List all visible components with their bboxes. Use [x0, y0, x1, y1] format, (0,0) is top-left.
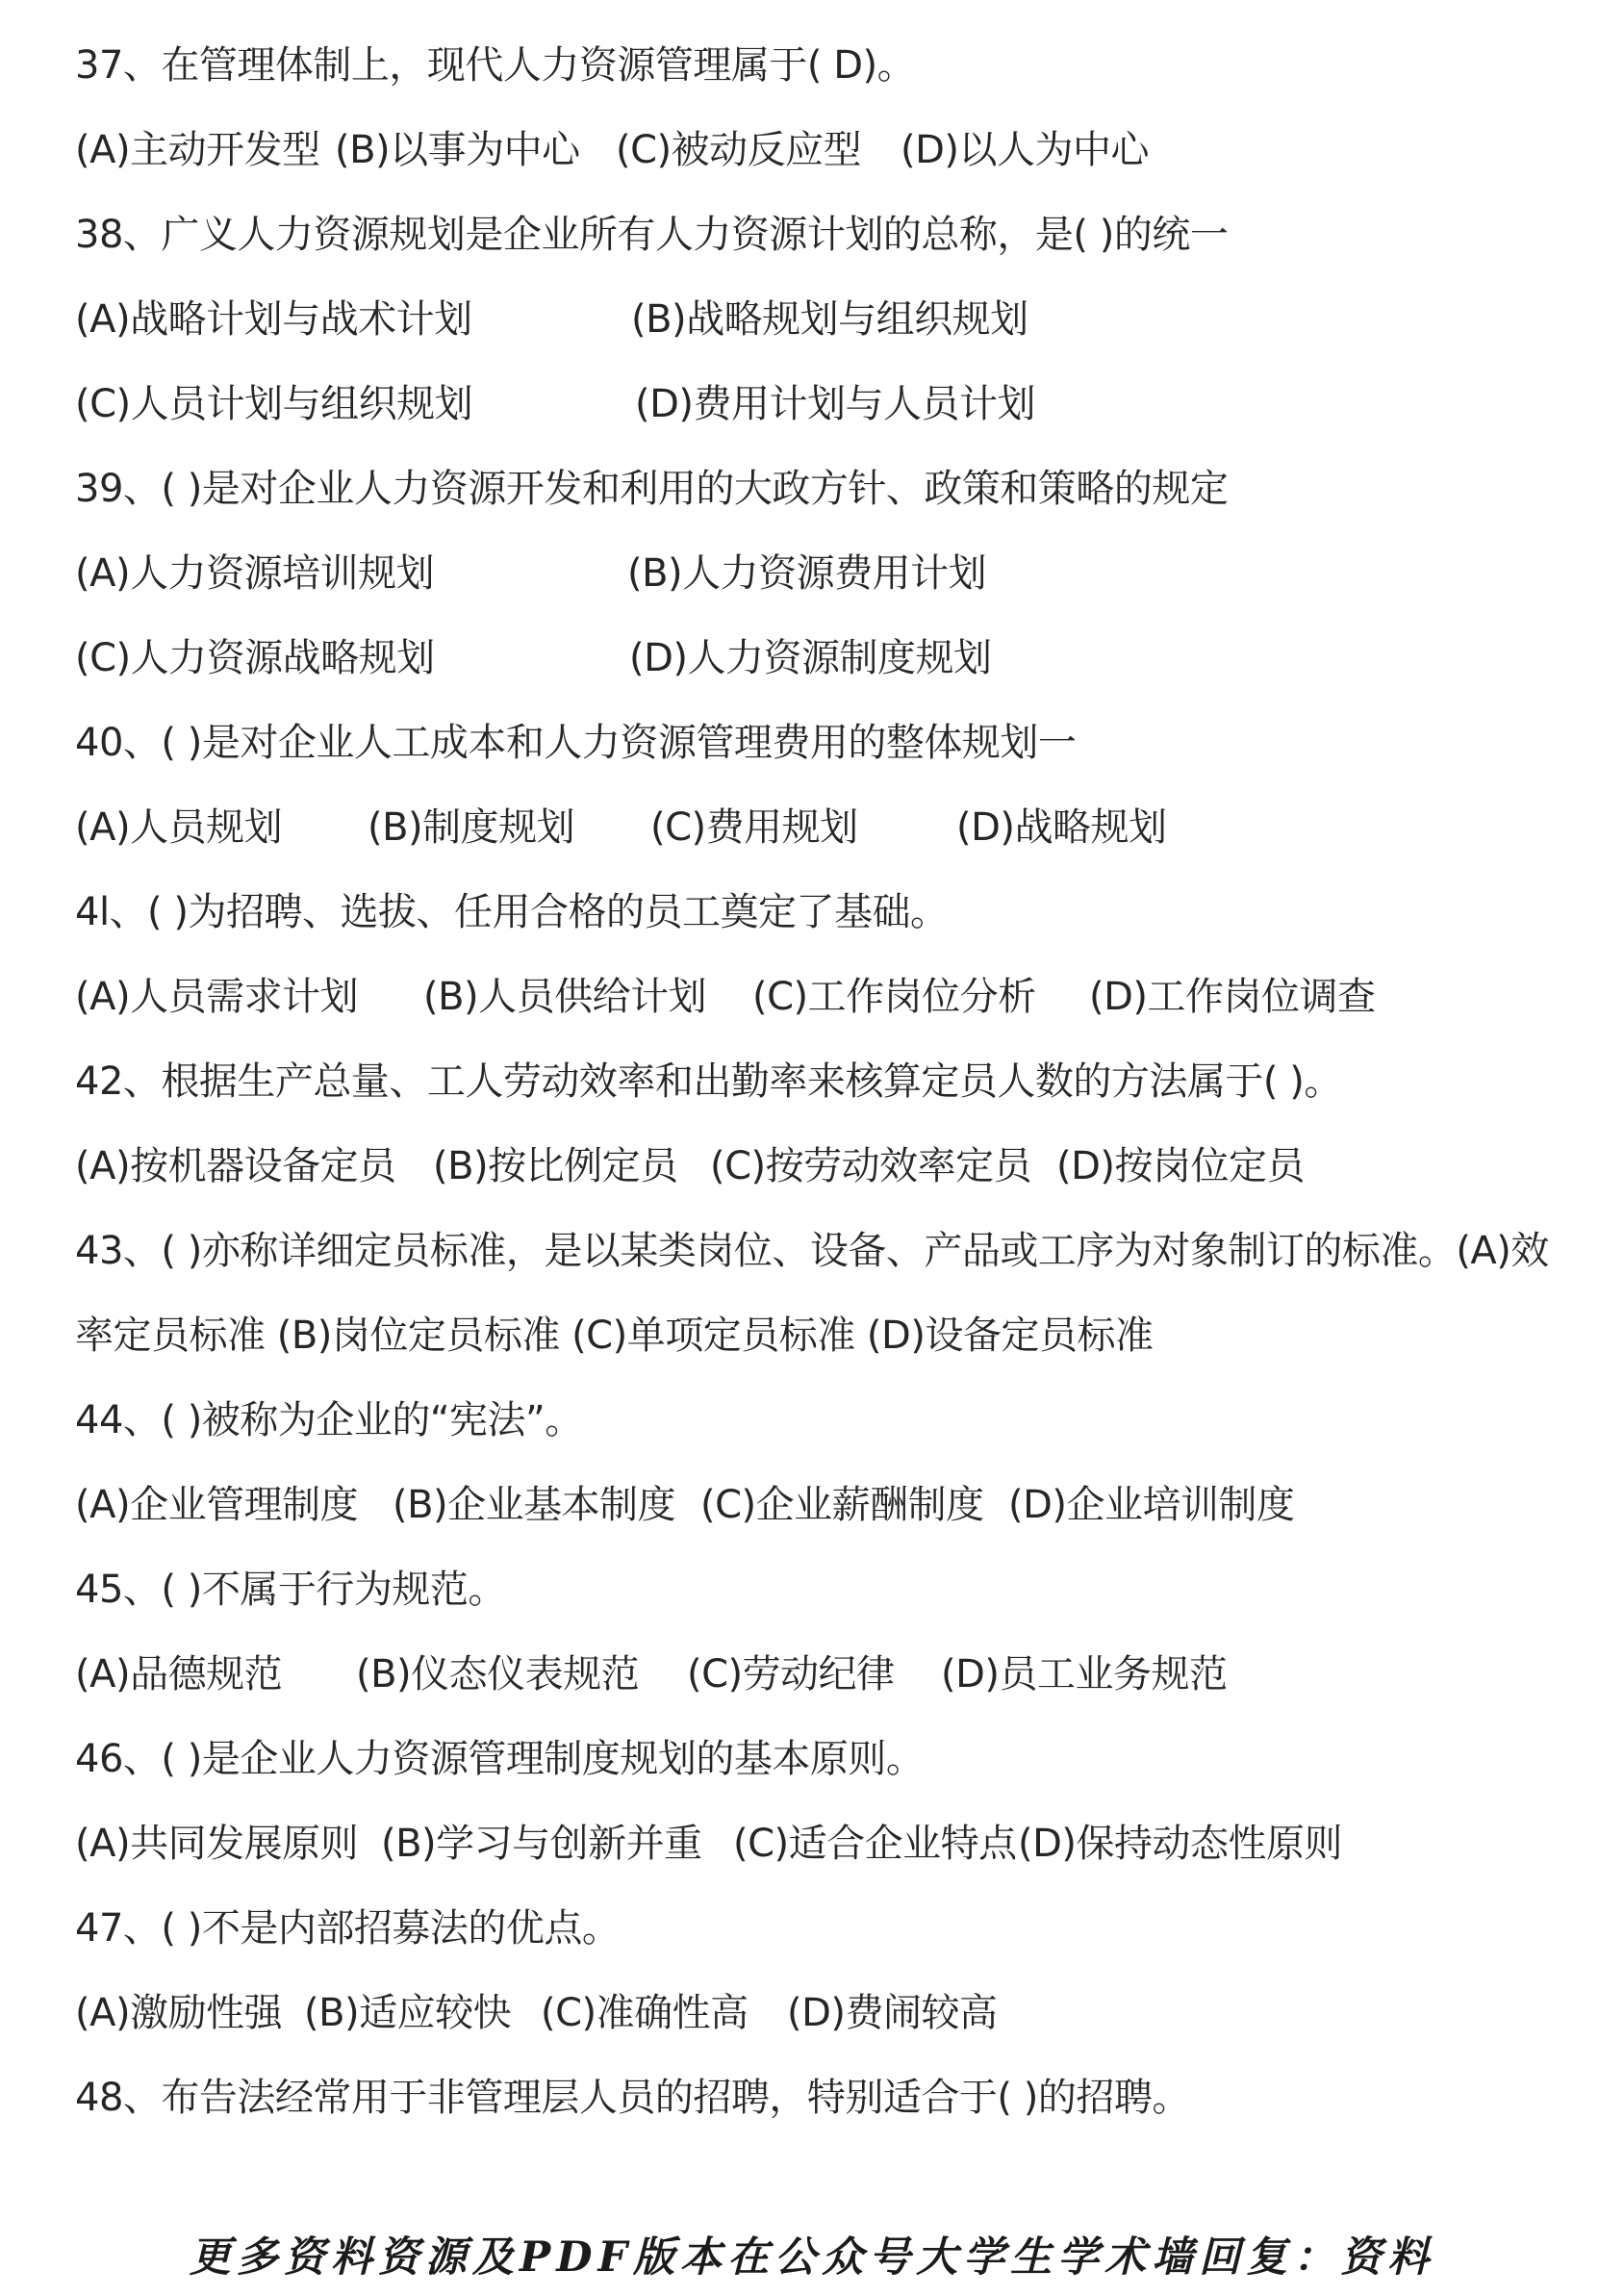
- option-b: (B)人员供给计划: [423, 975, 707, 1019]
- option-c: (C)适合企业特点: [733, 1822, 1017, 1866]
- question-42-stem: 42、根据生产总量、工人劳动效率和出勤率来核算定员人数的方法属于( )。: [75, 1059, 1342, 1104]
- option-b: (B)仪态仪表规范: [356, 1652, 640, 1696]
- option-d: (D)费闹较高: [787, 1991, 998, 2035]
- option-d: (D)工作岗位调查: [1089, 975, 1376, 1019]
- option-a: (A)人员需求计划: [75, 975, 359, 1019]
- question-47-options: [75, 1986, 1566, 2040]
- question-37-options: [75, 123, 1566, 177]
- option-b: (B)适应较快: [304, 1991, 512, 2035]
- option-d: (D)战略规划: [956, 805, 1167, 850]
- question-39-stem: 39、( )是对企业人力资源开发和利用的大政方针、政策和策略的规定: [75, 467, 1229, 511]
- question-44-stem: 44、( )被称为企业的“宪法”。: [75, 1398, 583, 1442]
- option-a: (A)品德规范: [75, 1652, 283, 1696]
- option-d: (D)人力资源制度规划: [629, 636, 992, 680]
- option-a: (A)共同发展原则: [75, 1822, 359, 1866]
- option-c: (C)被动反应型: [616, 128, 862, 172]
- option-c: (C)人员计划与组织规划: [75, 382, 473, 426]
- question-46-stem: 46、( )是企业人力资源管理制度规划的基本原则。: [75, 1737, 925, 1781]
- option-b: (B)企业基本制度: [393, 1483, 676, 1527]
- question-47-stem: 47、( )不是内部招募法的优点。: [75, 1906, 621, 1951]
- option-a: (A)主动开发型: [75, 128, 320, 172]
- question-39-options-row1: [75, 547, 1566, 600]
- option-d: (D)费用计划与人员计划: [635, 382, 1036, 426]
- option-a: (A)企业管理制度: [75, 1483, 359, 1527]
- option-a: (A)人员规划: [75, 805, 283, 850]
- question-43-stem-continued: 率定员标准 (B)岗位定员标准 (C)单项定员标准 (D)设备定员标准: [75, 1314, 1154, 1358]
- question-41-options: [75, 970, 1566, 1024]
- option-a: (A)战略计划与战术计划: [75, 297, 472, 342]
- question-40-options: [75, 801, 1566, 855]
- option-d: (D)以人为中心: [901, 128, 1150, 172]
- option-a: (A)按机器设备定员: [75, 1144, 396, 1188]
- question-45-options: [75, 1647, 1566, 1701]
- option-c: (C)准确性高: [541, 1991, 749, 2035]
- option-b: (B)人力资源费用计划: [627, 551, 987, 596]
- option-c: (C)工作岗位分析: [752, 975, 1036, 1019]
- option-a: (A)激励性强: [75, 1991, 283, 2035]
- option-c: (C)按劳动效率定员: [710, 1144, 1032, 1188]
- question-42-options: [75, 1139, 1566, 1193]
- option-c: (C)企业薪酬制度: [700, 1483, 984, 1527]
- option-b: (B)学习与创新并重: [381, 1822, 702, 1866]
- question-45-stem: 45、( )不属于行为规范。: [75, 1568, 506, 1612]
- question-46-options: [75, 1817, 1566, 1871]
- question-43-stem: 43、( )亦称详细定员标准，是以某类岗位、设备、产品或工序为对象制订的标准。(A)效: [75, 1229, 1549, 1273]
- option-a: (A)人力资源培训规划: [75, 551, 435, 596]
- question-38-options-row2: [75, 377, 1566, 431]
- question-41-stem: 4l、( )为招聘、选拔、任用合格的员工奠定了基础。: [75, 890, 949, 934]
- option-d: (D)按岗位定员: [1056, 1144, 1306, 1188]
- option-c: (C)费用规划: [650, 805, 858, 850]
- question-39-options-row2: [75, 631, 1566, 685]
- question-38-options-row1: [75, 293, 1566, 346]
- question-48-stem: 48、布告法经常用于非管理层人员的招聘，特别适合于( )的招聘。: [75, 2076, 1190, 2120]
- question-44-options: [75, 1478, 1566, 1532]
- footer-note: 更多资料资源及PDF版本在公众号大学生学术墙回复：资料: [189, 2233, 1435, 2282]
- option-b: (B)战略规划与组织规划: [631, 297, 1028, 342]
- option-d: (D)保持动态性原则: [1018, 1822, 1343, 1866]
- option-c: (C)劳动纪律: [687, 1652, 895, 1696]
- option-b: (B)以事为中心: [335, 128, 580, 172]
- option-d: (D)员工业务规范: [941, 1652, 1228, 1696]
- option-b: (B)按比例定员: [433, 1144, 678, 1188]
- option-b: (B)制度规划: [368, 805, 575, 850]
- option-c: (C)人力资源战略规划: [75, 636, 435, 680]
- option-d: (D)企业培训制度: [1008, 1483, 1295, 1527]
- question-40-stem: 40、( )是对企业人工成本和人力资源管理费用的整体规划一: [75, 721, 1077, 765]
- question-38-stem: 38、广义人力资源规划是企业所有人力资源计划的总称，是( )的统一: [75, 213, 1229, 257]
- question-37-stem: 37、在管理体制上，现代人力资源管理属于( D)。: [75, 43, 916, 88]
